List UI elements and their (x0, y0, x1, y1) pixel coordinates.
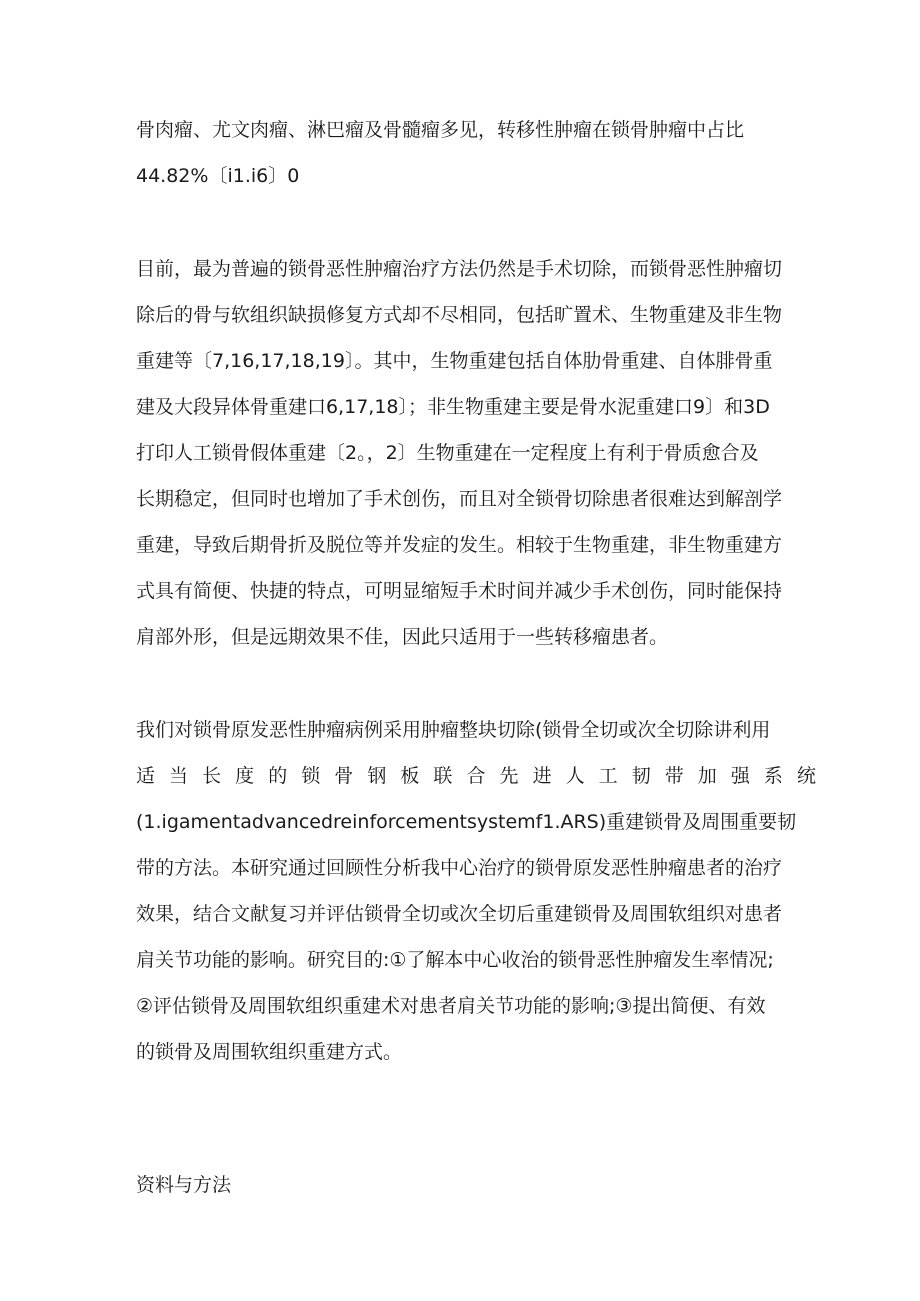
paragraph-line: 44.82%〔i1.i6〕0 (136, 165, 300, 187)
paragraph-line: 肩关节功能的影响。研究目的:①了解本中心收治的锁骨恶性肿瘤发生率情况; (136, 949, 774, 971)
paragraph-line: 肩部外形，但是远期效果不佳，因此只适用于一些转移瘤患者。 (136, 626, 669, 648)
paragraph-line: 效果，结合文献复习并评估锁骨全切或次全切后重建锁骨及周围软组织对患者 (136, 903, 783, 925)
paragraph-line: 目前，最为普遍的锁骨恶性肿瘤治疗方法仍然是手术切除，而锁骨恶性肿瘤切 (136, 258, 783, 280)
paragraph-line: (1.igamentadvancedreinforcementsystemf1.ARS)重建锁骨及周围重要韧 (136, 811, 797, 833)
paragraph-line: 打印人工锁骨假体重建〔2。，2〕生物重建在一定程度上有利于骨质愈合及 (136, 442, 759, 464)
paragraph-line: 的锁骨及周围软组织重建方式。 (136, 1041, 403, 1063)
paragraph-line: 式具有简便、快捷的特点，可明显缩短手术时间并减少手术创伤，同时能保持 (136, 580, 783, 602)
paragraph-line: 带的方法。本研究通过回顾性分析我中心治疗的锁骨原发恶性肿瘤患者的治疗 (136, 857, 783, 879)
paragraph-line: 骨肉瘤、尤文肉瘤、淋巴瘤及骨髓瘤多见，转移性肿瘤在锁骨肿瘤中占比 (136, 119, 745, 141)
paragraph-line: 除后的骨与软组织缺损修复方式却不尽相同，包括旷置术、生物重建及非生物 (136, 304, 783, 326)
paragraph-line: ②评估锁骨及周围软组织重建术对患者肩关节功能的影响;③提出简便、有效 (136, 995, 766, 1017)
section-heading: 资料与方法 (136, 1174, 232, 1196)
paragraph-line: 重建等〔7,16,17,18,19〕。其中，生物重建包括自体肋骨重建、自体腓骨重 (136, 350, 773, 372)
paragraph-line: 我们对锁骨原发恶性肿瘤病例采用肿瘤整块切除(锁骨全切或次全切除讲利用 (136, 719, 771, 741)
paragraph-line: 长期稳定，但同时也增加了手术创伤，而且对全锁骨切除患者很难达到解剖学 (136, 488, 783, 510)
paragraph-line: 重建，导致后期骨折及脱位等并发症的发生。相较于生物重建，非生物重建方 (136, 534, 783, 556)
paragraph-line: 建及大段异体骨重建口6,17,18〕；非生物重建主要是骨水泥重建口9〕和3D (136, 396, 770, 418)
paragraph-line-justified: 适 当 长 度 的 锁 骨 钢 板 联 合 先 进 人 工 韧 带 加 强 系 统 (136, 765, 816, 787)
